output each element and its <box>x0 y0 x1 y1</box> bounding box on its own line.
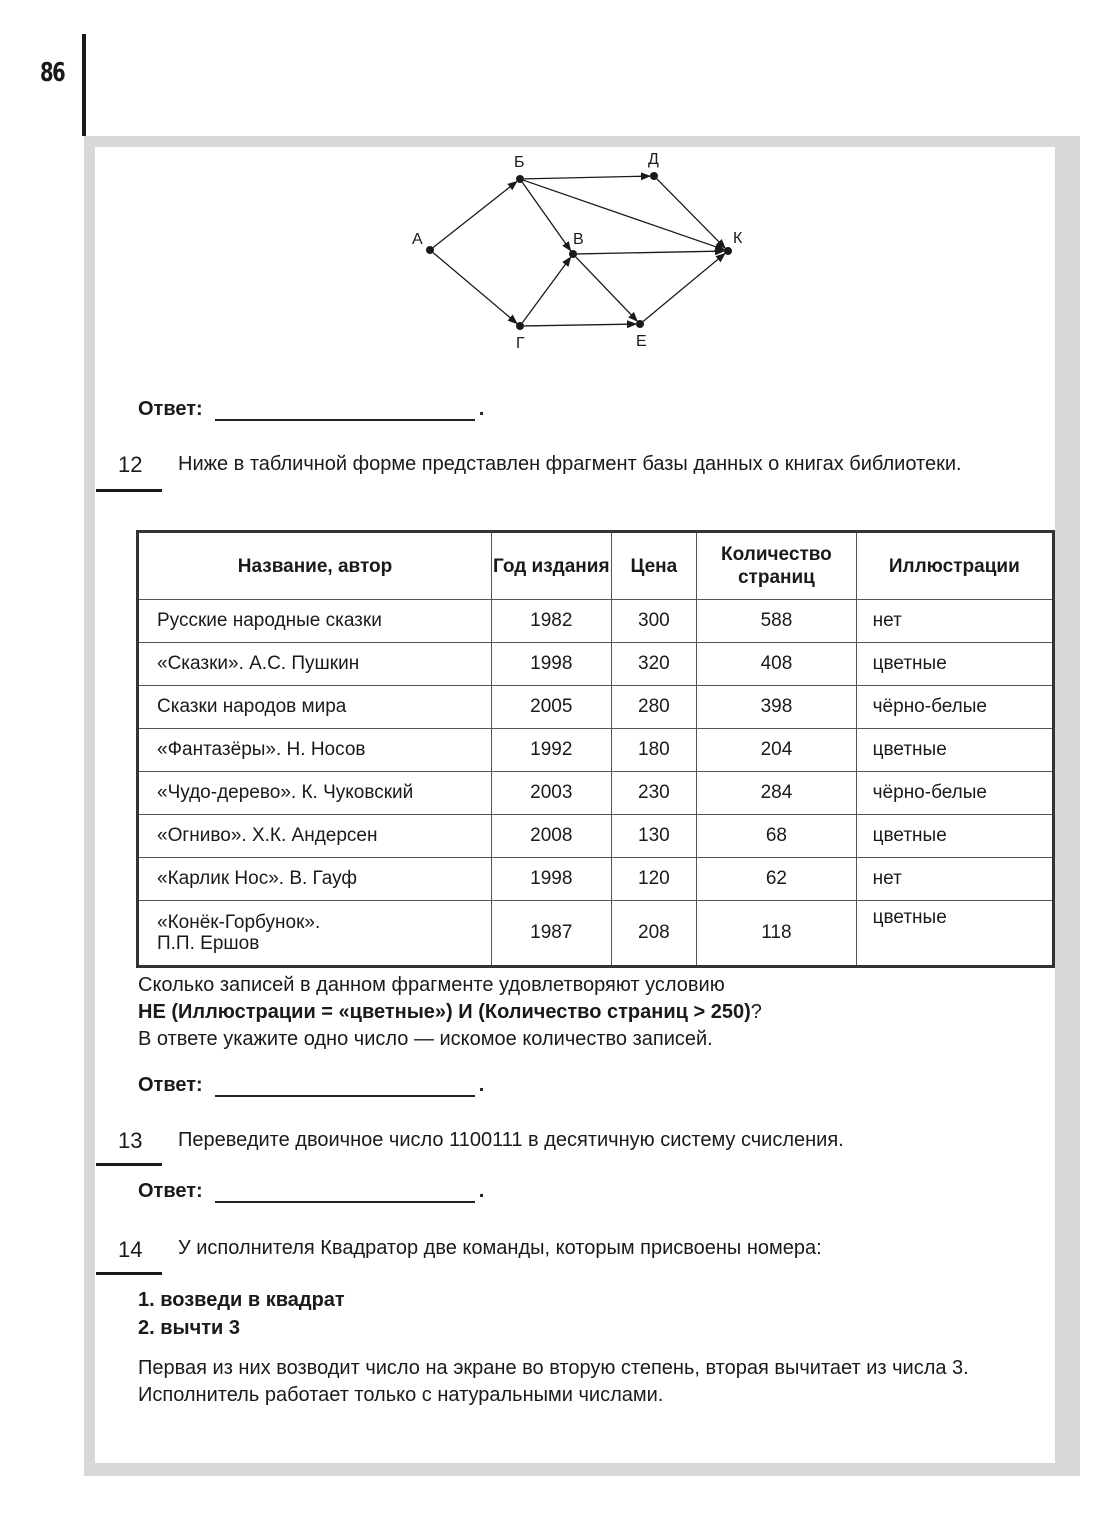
table-cell: 180 <box>611 729 697 772</box>
answer-input-11[interactable] <box>215 403 475 421</box>
table-row <box>138 643 1054 686</box>
table-cell: 1987 <box>492 901 612 967</box>
table-cell: 230 <box>611 772 697 815</box>
table-cell: чёрно-белые <box>856 686 1053 729</box>
graph-node-label: Б <box>514 154 525 171</box>
answer-row-11 <box>138 398 484 421</box>
table-cell: 1982 <box>492 600 612 643</box>
table-cell: 408 <box>697 643 856 686</box>
graph-node-label: К <box>733 230 743 247</box>
table-cell: 1998 <box>492 858 612 901</box>
graph-edge <box>433 181 517 247</box>
table-cell: 320 <box>611 643 697 686</box>
table-row <box>138 772 1054 815</box>
graph-edge <box>522 257 570 323</box>
table-cell: «Конёк-Горбунок». П.П. Ершов <box>138 901 492 967</box>
table-cell: 204 <box>697 729 856 772</box>
task-number-12: 12 <box>118 452 143 477</box>
task-bar-14 <box>96 1272 162 1275</box>
table-row <box>138 901 1054 967</box>
answer-input-13[interactable] <box>215 1185 475 1203</box>
answer-row-13 <box>138 1180 484 1203</box>
table-cell: чёрно-белые <box>856 772 1053 815</box>
table-cell: 62 <box>697 858 856 901</box>
graph-node <box>569 250 577 258</box>
command-item: 2. вычти 3 <box>138 1317 240 1339</box>
answer-dot: . <box>478 1074 485 1096</box>
table-cell: 284 <box>697 772 856 815</box>
table-cell: 2008 <box>492 815 612 858</box>
graph-node <box>724 247 732 255</box>
graph-edge <box>576 257 637 321</box>
task-13-text: Переведите двоичное число 1100111 в десятичную систему счисления. <box>178 1129 844 1151</box>
spine-line <box>82 34 86 136</box>
task-number-14: 14 <box>118 1237 143 1262</box>
question-mark: ? <box>750 1001 762 1023</box>
table-cell: 1992 <box>492 729 612 772</box>
table-cell: цветные <box>856 729 1053 772</box>
table-cell: 2003 <box>492 772 612 815</box>
graph-node-label: Е <box>636 333 647 350</box>
table-cell: 130 <box>611 815 697 858</box>
table-cell: цветные <box>856 643 1053 686</box>
graph-node-label: Д <box>648 151 659 168</box>
graph-node <box>650 172 658 180</box>
task-14-text: У исполнителя Квадратор две команды, которым присвоены номера: <box>178 1237 822 1259</box>
table-row <box>138 858 1054 901</box>
question-line-1: Сколько записей в данном фрагменте удовлетворяют условию <box>138 974 725 996</box>
books-table <box>136 530 1055 968</box>
graph-edge <box>433 253 517 324</box>
table-cell: 280 <box>611 686 697 729</box>
table-cell: «Чудо-дерево». К. Чуковский <box>138 772 492 815</box>
question-line-3: В ответе укажите одно число — искомое количество записей. <box>138 1028 713 1050</box>
table-cell: 1998 <box>492 643 612 686</box>
table-cell: «Сказки». А.С. Пушкин <box>138 643 492 686</box>
question-condition: НЕ (Иллюстрации = «цветные») И (Количество страниц > 250) <box>138 1001 751 1023</box>
table-cell: 398 <box>697 686 856 729</box>
table-header: Цена <box>611 532 697 600</box>
answer-label: Ответ: <box>138 1180 203 1202</box>
task-12-question <box>138 972 1048 1053</box>
graph-edge <box>577 251 724 254</box>
table-cell: цветные <box>856 901 1053 967</box>
table-cell: нет <box>856 600 1053 643</box>
graph-node-label: В <box>573 231 584 248</box>
table-row <box>138 600 1054 643</box>
graph-edge <box>643 254 725 322</box>
table-header: Год издания <box>492 532 612 600</box>
table-row <box>138 686 1054 729</box>
question-condition-line <box>138 999 1048 1026</box>
table-cell: «Фантазёры». Н. Носов <box>138 729 492 772</box>
table-cell: Сказки народов мира <box>138 686 492 729</box>
graph-node-label: А <box>412 231 423 248</box>
table-cell: цветные <box>856 815 1053 858</box>
task-number-13: 13 <box>118 1128 143 1153</box>
task-14-para-2: Исполнитель работает только с натуральными числами. <box>138 1384 664 1406</box>
table-cell: 68 <box>697 815 856 858</box>
answer-label: Ответ: <box>138 1074 203 1096</box>
table-cell: «Карлик Нос». В. Гауф <box>138 858 492 901</box>
table-cell: 300 <box>611 600 697 643</box>
answer-row-12 <box>138 1074 484 1097</box>
table-cell: 2005 <box>492 686 612 729</box>
command-item: 1. возведи в квадрат <box>138 1289 345 1311</box>
table-cell: «Огниво». Х.К. Андерсен <box>138 815 492 858</box>
table-header: Название, автор <box>138 532 492 600</box>
answer-dot: . <box>478 1180 485 1202</box>
task-bar-12 <box>96 489 162 492</box>
table-cell: 208 <box>611 901 697 967</box>
graph-edge <box>522 182 570 250</box>
graph-node <box>516 322 524 330</box>
task-bar-13 <box>96 1163 162 1166</box>
table-header: Иллюстрации <box>856 532 1053 600</box>
task-14-para-1: Первая из них возводит число на экране во вторую степень, вторая вычитает из числа 3. <box>138 1357 969 1379</box>
task-14-description <box>138 1355 1048 1409</box>
task-12-intro: Ниже в табличной форме представлен фрагмент базы данных о книгах библиотеки. <box>178 453 962 475</box>
answer-input-12[interactable] <box>215 1079 475 1097</box>
graph-edge <box>524 324 636 326</box>
graph-edge <box>524 180 724 249</box>
table-cell: нет <box>856 858 1053 901</box>
page-number: 86 <box>40 58 65 88</box>
table-cell: 120 <box>611 858 697 901</box>
table-cell: 588 <box>697 600 856 643</box>
graph-node <box>426 246 434 254</box>
graph-node <box>636 320 644 328</box>
command-list <box>138 1286 345 1342</box>
graph-node <box>516 175 524 183</box>
answer-label: Ответ: <box>138 398 203 420</box>
graph-diagram <box>395 148 755 353</box>
graph-edge <box>524 176 650 179</box>
table-cell: 118 <box>697 901 856 967</box>
table-row <box>138 815 1054 858</box>
table-row <box>138 729 1054 772</box>
answer-dot: . <box>478 398 485 420</box>
table-header: Количество страниц <box>697 532 856 600</box>
graph-node-label: Г <box>516 335 525 352</box>
table-cell: Русские народные сказки <box>138 600 492 643</box>
